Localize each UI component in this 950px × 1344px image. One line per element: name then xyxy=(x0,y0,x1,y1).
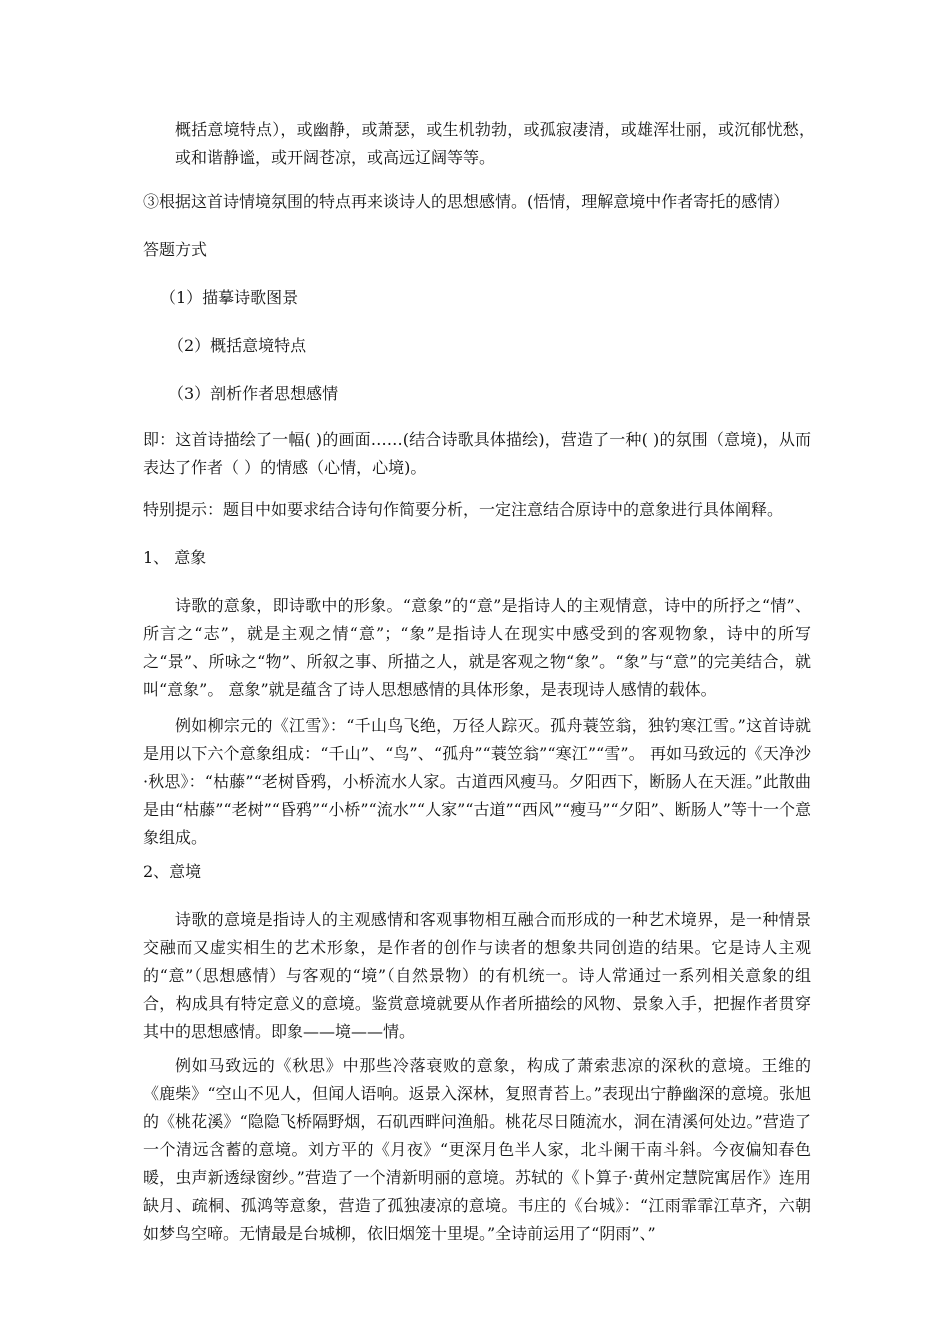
answer-step-1: （1）描摹诗歌图景 xyxy=(160,288,299,307)
intro-continuation: 概括意境特点），或幽静，或萧瑟，或生机勃勃，或孤寂凄清，或雄浑壮丽，或沉郁忧愁，或和谐静谧，或开阔苍凉，或高远辽阔等等。 xyxy=(175,120,815,167)
answer-step-3: （3）剖析作者思想感情 xyxy=(168,384,339,403)
section-1-paragraph-2: 例如柳宗元的《江雪》：“千山鸟飞绝，万径人踪灭。孤舟蓑笠翁，独钓寒江雪。”这首诗就是用以下六个意象组成：“千山”、“鸟”、“孤舟”“蓑笠翁”“寒江”“雪”。 再如马致远的《天净沙·秋思》：“枯藤”“老树昏鸦，小桥流水人家。古道西风瘦马。夕阳西下，断肠人在天涯。”此散曲是由“枯藤”“老树”“昏鸦”“小桥”“流水”“人家”“古道”“西风”“瘦马”“夕阳”、断肠人”等十一个意象组成。 xyxy=(143,716,811,847)
section-2-paragraph-2: 例如马致远的《秋思》中那些冷落衰败的意象，构成了萧索悲凉的深秋的意境。王维的《鹿柴》“空山不见人，但闻人语响。返景入深林，复照青苔上。”表现出宁静幽深的意境。张旭的《桃花溪》“隐隐飞桥隔野烟，石矶西畔问渔船。桃花尽日随流水，洞在清溪何处边。”营造了一个清远含蓄的意境。刘方平的《月夜》“更深月色半人家，北斗阑干南斗斜。今夜偏知春色暖，虫声新透绿窗纱。”营造了一个清新明丽的意境。苏轼的《卜算子·黄州定慧院寓居作》连用缺月、疏桐、孤鸿等意象，营造了孤独凄凉的意境。韦庄的《台城》：“江雨霏霏江草齐，六朝如梦鸟空啼。无情最是台城柳，依旧烟笼十里堤。”全诗前运用了“阴雨”、” xyxy=(143,1056,811,1243)
section-2-paragraph-1: 诗歌的意境是指诗人的主观感情和客观事物相互融合而形成的一种艺术境界，是一种情景交融而又虚实相生的艺术形象，是作者的创作与读者的想象共同创造的结果。它是诗人主观的“意”（思想感情）与客观的“境”（自然景物）的有机统一。诗人常通过一系列相关意象的组合，构成具有特定意义的意境。鉴赏意境就要从作者所描绘的风物、景象入手，把握作者贯穿其中的思想感情。即象——境——情。 xyxy=(143,910,811,1041)
answer-template: 即：这首诗描绘了一幅( )的画面……(结合诗歌具体描绘)，营造了一种( )的氛围（意境)，从而表达了作者（ ）的情感（心情，心境)。 xyxy=(143,430,811,477)
section-2-heading: 2、意境 xyxy=(143,862,202,881)
section-1-heading: 1、 意象 xyxy=(143,548,207,567)
step-three: ③根据这首诗情境氛围的特点再来谈诗人的思想感情。(悟情，理解意境中作者寄托的感情） xyxy=(143,192,790,211)
answer-step-2: （2）概括意境特点 xyxy=(168,336,307,355)
answer-method-heading: 答题方式 xyxy=(143,240,208,259)
special-note: 特别提示：题目中如要求结合诗句作简要分析，一定注意结合原诗中的意象进行具体阐释。 xyxy=(143,500,784,519)
section-1-paragraph-1: 诗歌的意象，即诗歌中的形象。“意象”的“意”是指诗人的主观情意，诗中的所抒之“情”、所言之“志”，就是主观之情“意”；“象”是指诗人在现实中感受到的客观物象，诗中的所写之“景”、所咏之“物”、所叙之事、所描之人，就是客观之物“象”。“象”与“意”的完美结合，就叫“意象”。 意象”就是蕴含了诗人思想感情的具体形象，是表现诗人感情的载体。 xyxy=(143,596,811,699)
